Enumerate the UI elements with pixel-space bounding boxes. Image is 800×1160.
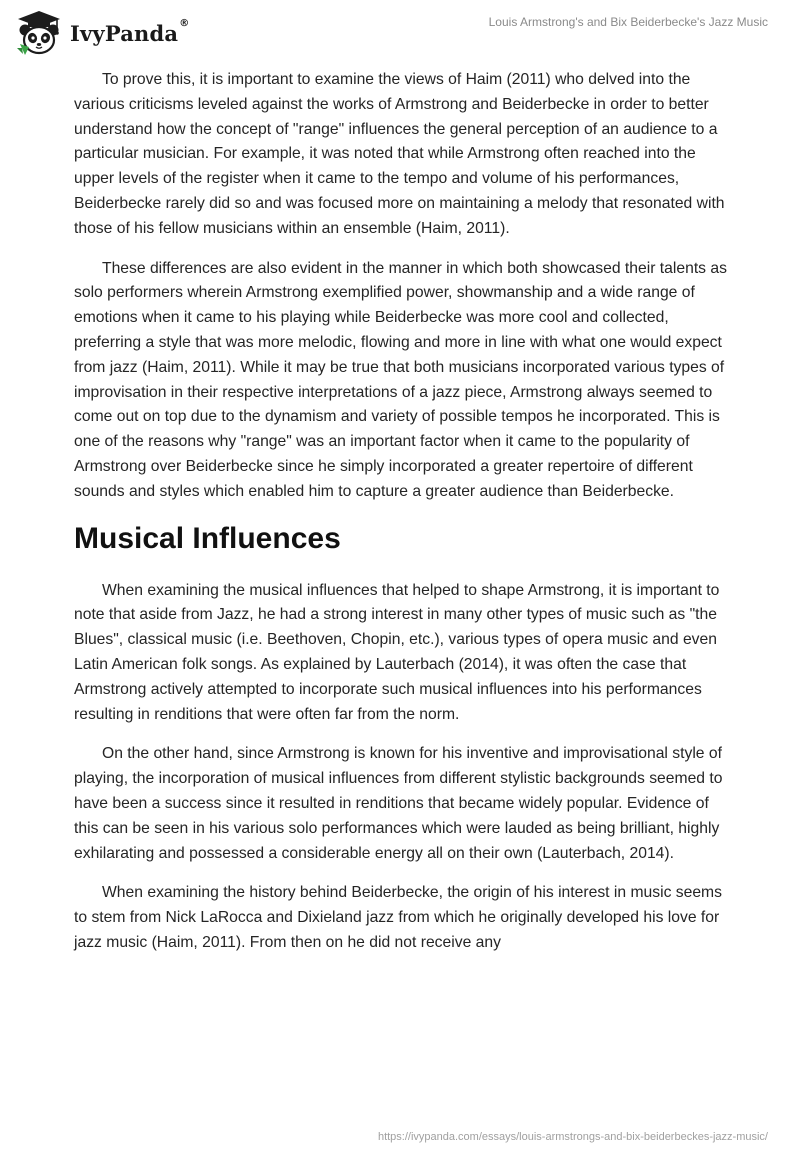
essay-body bbox=[74, 68, 734, 971]
section-heading: Musical Influences bbox=[74, 521, 341, 555]
registered-mark: ® bbox=[179, 17, 190, 29]
panda-graduate-icon bbox=[14, 8, 64, 58]
paragraph: On the other hand, since Armstrong is known for his inventive and improvisational style of playing, the incorporation of musical influences from different stylistic backgrounds seemed to have been a success since it resulted in renditions that became widely popular. Evidence of this can be seen in his various solo performances which were lauded as being brilliant, highly exhilarating and possessed a considerable energy all on their own (Lauterbach, 2014). bbox=[74, 745, 723, 862]
page-header bbox=[0, 0, 800, 60]
document-title: Louis Armstrong's and Bix Beiderbecke's Jazz Music bbox=[488, 15, 768, 29]
ivypanda-logo[interactable] bbox=[14, 8, 189, 58]
source-url[interactable]: https://ivypanda.com/essays/louis-armstrongs-and-bix-beiderbeckes-jazz-music/ bbox=[377, 1131, 768, 1143]
paragraph: To prove this, it is important to examine the views of Haim (2011) who delved into the various criticisms leveled against the works of Armstrong and Beiderbecke in order to better understand how the concept of "range" influences the general perception of an audience to a particular musician. For example, it was noted that while Armstrong often reached into the upper levels of the register when it came to the tempo and volume of his performances, Beiderbecke rarely did so and was focused more on maintaining a melody that resonated with those of his fellow musicians within an ensemble (Haim, 2011). bbox=[74, 71, 725, 237]
brand-name: IvyPanda® bbox=[70, 17, 190, 46]
paragraph: When examining the history behind Beiderbecke, the origin of his interest in music seems to stem from Nick LaRocca and Dixieland jazz from which he originally developed his love for jazz music (Haim, 2011). From then on he did not receive any bbox=[74, 884, 722, 951]
paragraph: These differences are also evident in the manner in which both showcased their talents as solo performers wherein Armstrong exemplified power, showmanship and a wide range of emotions when it came to his playing while Beiderbecke was more cool and collected, preferring a style that was more melodic, flowing and more in line with what one would expect from jazz (Haim, 2011). While it may be true that both musicians incorporated various types of improvisation in their respective interpretations of a jazz piece, Armstrong always seemed to come out on top due to the dynamism and variety of possible tempos he incorporated. This is one of the reasons why "range" was an important factor when it came to the popularity of Armstrong over Beiderbecke since he simply incorporated a greater repertoire of different sounds and styles which enabled him to capture a greater audience than Beiderbecke. bbox=[74, 259, 727, 500]
paragraph: When examining the musical influences that helped to shape Armstrong, it is important to note that aside from Jazz, he had a strong interest in many other types of music such as "the Blues", classical music (i.e. Beethoven, Chopin, etc.), various types of opera music and even Latin American folk songs. As explained by Lauterbach (2014), it was often the case that Armstrong actively attempted to incorporate such musical influences into his performances resulting in renditions that were often far from the norm. bbox=[74, 581, 720, 723]
